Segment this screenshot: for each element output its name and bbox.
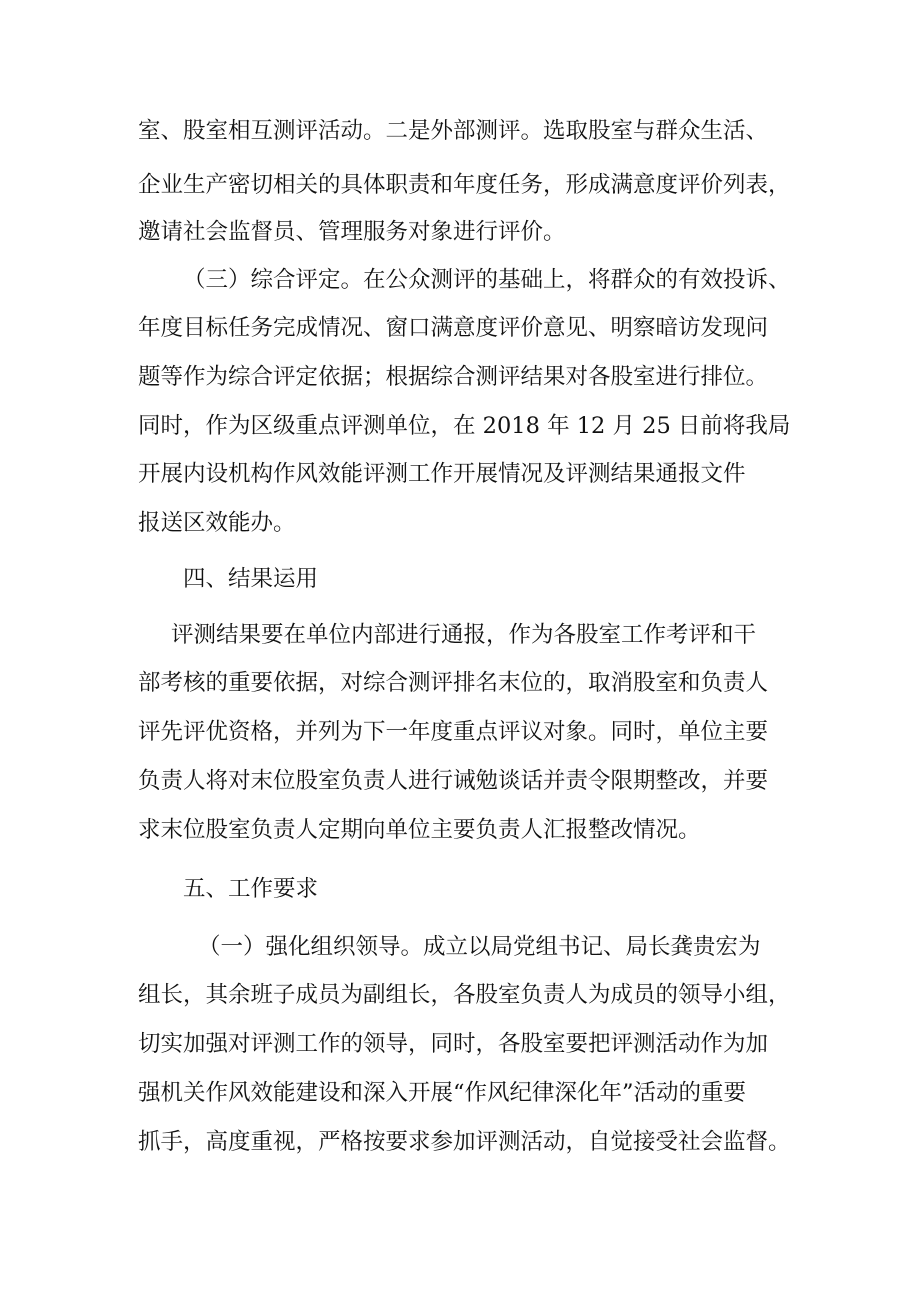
section-heading-results-application: 四、结果运用 (183, 566, 319, 592)
paragraph-line: 切实加强对评测工作的领导，同时，各股室要把评测活动作为加 (138, 1031, 769, 1057)
paragraph-line: 求末位股室负责人定期向单位主要负责人汇报整改情况。 (138, 817, 701, 843)
paragraph-line: 抓手，高度重视，严格按要求参加评测活动，自觉接受社会监督。 (138, 1129, 791, 1155)
section-heading-work-requirements: 五、工作要求 (183, 876, 319, 902)
paragraph-line: 年度目标任务完成情况、窗口满意度评价意见、明察暗访发现问 (138, 315, 769, 341)
paragraph-line: 题等作为综合评定依据；根据综合测评结果对各股室进行排位。 (138, 364, 769, 390)
paragraph-line: 开展内设机构作风效能评测工作开展情况及评测结果通报文件 (138, 461, 746, 487)
paragraph-line: 企业生产密切相关的具体职责和年度任务，形成满意度评价列表， (138, 172, 791, 198)
paragraph-line: 组长，其余班子成员为副组长，各股室负责人为成员的领导小组， (138, 982, 791, 1008)
paragraph-line: 邀请社会监督员、管理服务对象进行评价。 (138, 219, 566, 245)
paragraph-line: 室、股室相互测评活动。二是外部测评。选取股室与群众生活、 (138, 118, 769, 144)
paragraph-line: 评测结果要在单位内部进行通报，作为各股室工作考评和干 (171, 622, 757, 648)
paragraph-line: 评先评优资格，并列为下一年度重点评议对象。同时，单位主要 (138, 719, 769, 745)
paragraph-line: 部考核的重要依据，对综合测评排名末位的，取消股室和负责人 (138, 670, 769, 696)
section-heading-organizational-leadership: （一）强化组织领导。成立以局党组书记、局长龚贵宏为 (198, 934, 761, 960)
section-heading-comprehensive-evaluation: （三）综合评定。在公众测评的基础上，将群众的有效投诉、 (183, 267, 791, 293)
paragraph-line: 报送区效能办。 (138, 510, 296, 536)
paragraph-line: 同时，作为区级重点评测单位，在 2018 年 12 月 25 日前将我局 (138, 413, 791, 439)
paragraph-line: 负责人将对末位股室负责人进行诫勉谈话并责令限期整改，并要 (138, 768, 769, 794)
paragraph-line: 强机关作风效能建设和深入开展“作风纪律深化年”活动的重要 (138, 1080, 747, 1106)
